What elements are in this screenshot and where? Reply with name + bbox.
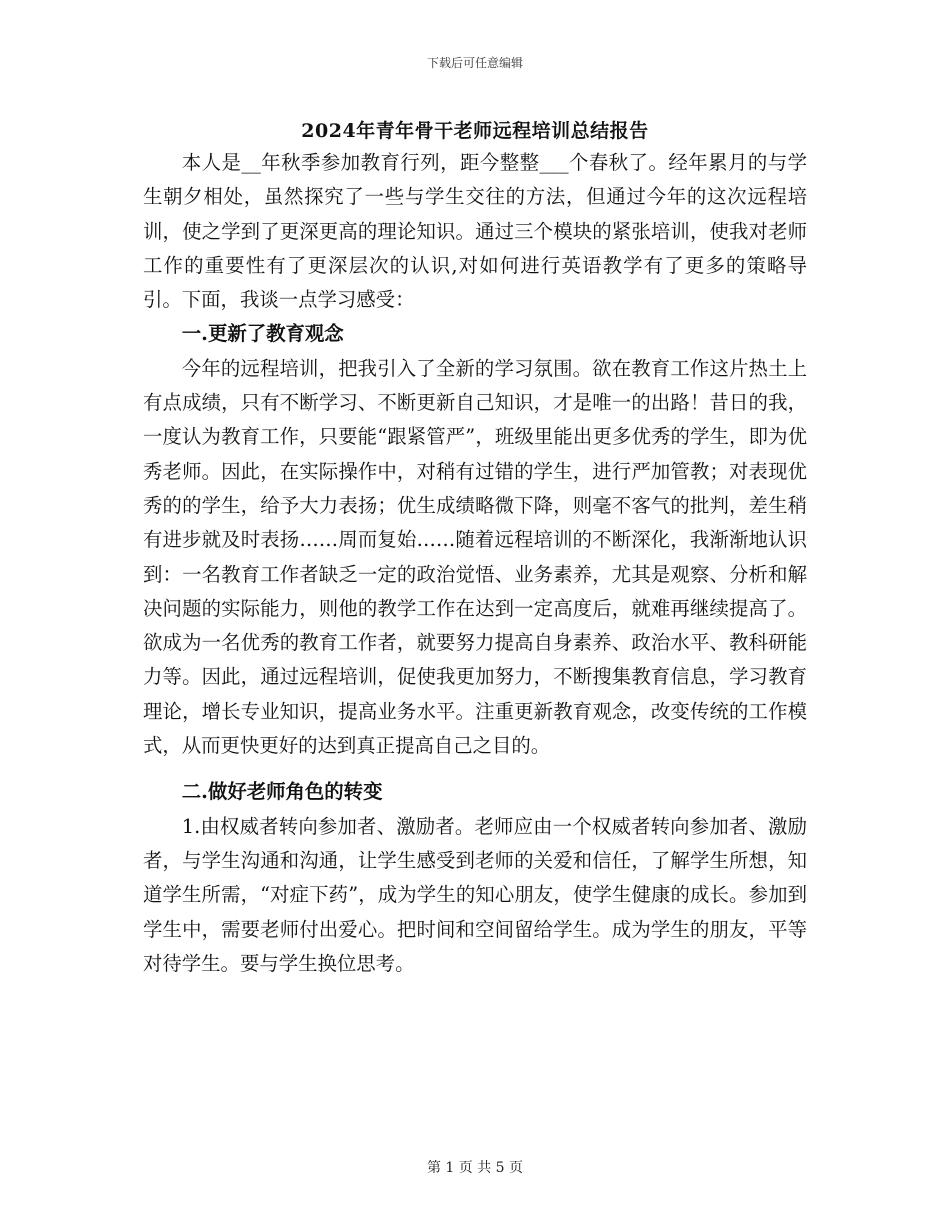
section-2-heading: 二.做好老师角色的转变 xyxy=(181,780,383,804)
section-1-paragraph: 今年的远程培训，把我引入了全新的学习氛围。欲在教育工作这片热土上有点成绩，只有不断学习、不断更新自己知识，才是唯一的出路！昔日的我，一度认为教育工作，只要能“跟紧管严”，班级里能出更多优秀的学生，即为优秀老师。因此，在实际操作中，对稍有过错的学生，进行严加管教；对表现优秀的的学生，给予大力表扬；优生成绩略微下降，则毫不客气的批判，差生稍有进步就及时表扬……周而复始……随着远程培训的不断深化，我渐渐地认识到：一名教育工作者缺乏一定的政治觉悟、业务素养，尤其是观察、分析和解决问题的实际能力，则他的教学工作在达到一定高度后，就难再继续提高了。欲成为一名优秀的教育工作者，就要努力提高自身素养、政治水平、教科研能力等。因此，通过远程培训，促使我更加努力，不断搜集教育信息，学习教育理论，增长专业知识，提高业务水平。注重更新教育观念，改变传统的工作模式，从而更快更好的达到真正提高自己之目的。 xyxy=(143,356,807,758)
section-2-paragraph: 1.由权威者转向参加者、激励者。老师应由一个权威者转向参加者、激励者，与学生沟通和沟通，让学生感受到老师的关爱和信任，了解学生所想，知道学生所需，“对症下药”，成为学生的知心朋友，使学生健康的成长。参加到学生中，需要老师付出爱心。把时间和空间留给学生。成为学生的朋友，平等对待学生。要与学生换位思考。 xyxy=(143,814,807,975)
document-body xyxy=(143,146,807,981)
intro-paragraph: 本人是__年秋季参加教育行列，距今整整___个春秋了。经年累月的与学生朝夕相处，虽然探究了一些与学生交往的方法，但通过今年的这次远程培训，使之学到了更深更高的理论知识。通过三个模块的紧张培训，使我对老师工作的重要性有了更深层次的认识,对如何进行英语教学有了更多的策略导引。下面，我谈一点学习感受： xyxy=(143,151,807,312)
page-footer: 第 1 页 共 5 页 xyxy=(426,1160,524,1176)
header-note: 下载后可任意编辑 xyxy=(426,56,523,70)
section-1-heading: 一.更新了教育观念 xyxy=(181,322,344,346)
section-spacer xyxy=(143,763,807,775)
document-title: 2024年青年骨干老师远程培训总结报告 xyxy=(301,120,649,142)
